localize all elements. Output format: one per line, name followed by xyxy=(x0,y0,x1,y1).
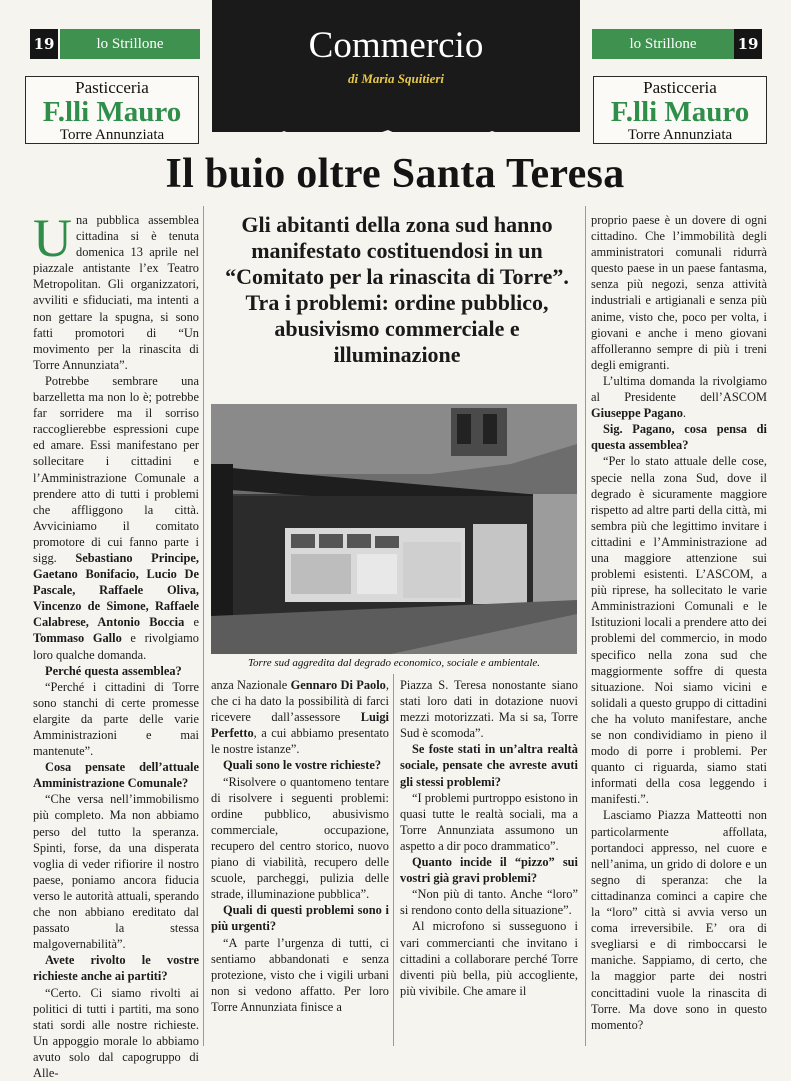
column-rule xyxy=(585,206,586,1046)
article-photo xyxy=(211,404,577,654)
text-fragment: , che ci ha dato la possibilità di farci ricevere dall’assessore xyxy=(211,678,389,724)
paragraph: Potrebbe sembrare una barzelletta ma non lo è; potrebbe far sorridere ma il sorriso raccoglierebbe espressioni cupe ed amare. Essi manifestano per sollecitare i cittadini e l’Amministrazione Comunale a prendere atto di tutti i problemi che affliggono la città. Avviciniamo il comitato promotore di cui fanno parte i sigg. xyxy=(33,374,199,565)
subheadline: Gli abitanti della zona sud hanno manifestato costituendosi in un “Comitato per la rinascita di Torre”. Tra i problemi: ordine pubblico, abusivismo commerciale e illuminazione xyxy=(210,212,584,368)
text-fragment: e rivolgiamo loro qualche domanda. xyxy=(33,631,199,661)
committee-names: Sebastiano Principe, Gaetano Bonifacio, Lucio De Pascale, Raffaele Oliva, Vincenzo de Simone, Raffaele Calabrese, Antonio Boccia xyxy=(33,551,199,629)
page-number-right: 19 xyxy=(734,29,762,59)
headline: Il buio oltre Santa Teresa xyxy=(30,150,760,202)
advert-line3: Torre Annunziata xyxy=(26,127,198,143)
article-column-4 xyxy=(591,212,767,1044)
advert-line1: Pasticceria xyxy=(26,78,198,97)
advert-line3: Torre Annunziata xyxy=(594,127,766,143)
section-banner xyxy=(212,0,580,132)
advert-right xyxy=(593,76,767,144)
banner-author: di Maria Squitieri xyxy=(212,71,580,87)
text-fragment: L’ultima domanda la rivolgiamo al Presidente dell’ASCOM xyxy=(591,374,767,404)
text-fragment: , a cui abbiamo presentato le nostre istanze”. xyxy=(211,726,389,756)
answer-continued: Piazza S. Teresa nonostante siano stati loro dati in dotazione nuovi mezzi motorizzati. Ma si sa, Torre Sud è scomoda”. xyxy=(400,677,578,741)
answer: “I problemi purtroppo esistono in quasi tutte le realtà sociali, ma a Torre Annunziata assumono un aspetto a dir poco drammatico”. xyxy=(400,790,578,854)
answer: “Non più di tanto. Anche “loro” si rendono conto della situazione”. xyxy=(400,886,578,918)
section-name-right: lo Strillone xyxy=(592,29,734,59)
advert-line2: F.lli Mauro xyxy=(26,97,198,127)
answer: “Perché i cittadini di Torre sono stanchi di certe promesse elargite da parte delle varie Amministrazioni e mai mantenute”. xyxy=(33,679,199,759)
intro-paragraph: na pubblica assemblea cittadina si è tenuta domenica 13 aprile nel piazzale antistante l’ex Teatro Metropolitan. Gli organizzatori, avviliti e sfiduciati, ma intenti a non gettare la spugna, si sono fatti promotori di “Un movimento per la rinascita di Torre Annunziata”. xyxy=(33,213,199,372)
answer: “Risolvere o quantomeno tentare di risolvere i seguenti problemi: ordine pubblico, abusivismo commerciale, occupazione, recupero del centro storico, nuovo piano di viabilità, recupero delle scuole, parcheggi, pulizia delle strade, illuminazione pubblica”. xyxy=(211,774,389,903)
column-rule xyxy=(203,206,204,1046)
committee-name-last: Tommaso Gallo xyxy=(33,631,122,645)
article-column-1 xyxy=(33,212,199,1042)
article-column-2 xyxy=(211,677,389,1043)
question: Se foste stati in un’altra realtà sociale, pensate che avreste avuti gli stessi problemi? xyxy=(400,741,578,789)
banner-title: Commercio xyxy=(212,24,580,68)
answer: “A parte l’urgenza di tutti, ci sentiamo abbandonati e senza protezione, visto che i vigili urbani non si vedono affatto. Per loro Torre Annunziata finisce a xyxy=(211,935,389,1015)
street-scene xyxy=(211,404,577,654)
paragraph: Al microfono si susseguono i vari commercianti che invitano i cittadini a collaborare perché Torre diventi più bella, più accogliente, più vivibile. Che amare il xyxy=(400,918,578,998)
advert-line1: Pasticceria xyxy=(594,78,766,97)
answer: “Certo. Ci siamo rivolti ai politici di tutti i partiti, ma sono stati sordi alle nostre richieste. Un appoggio morale lo abbiamo avuto solo dal capogruppo di Alle- xyxy=(33,985,199,1081)
photo-caption: Torre sud aggredita dal degrado economico, sociale e ambientale. xyxy=(211,657,577,669)
article-column-3 xyxy=(400,677,578,1043)
question: Sig. Pagano, cosa pensa di questa assemblea? xyxy=(591,421,767,453)
ascom-president-name: Giuseppe Pagano xyxy=(591,406,683,420)
person-name: Gennaro Di Paolo xyxy=(291,678,386,692)
answer: “Che versa nell’immobilismo più completo. Ma non abbiamo perso del tutto la speranza. Spinti, forse, da una disperata voglia di veder rifiorire il nostro paese, poniamo ancora fiducia verso le autorità attuali, sperando che non abbiano ereditato dal passato la stessa malgovernabilità”. xyxy=(33,791,199,952)
text-fragment: e xyxy=(184,615,199,629)
section-name-left: lo Strillone xyxy=(60,29,200,59)
text-fragment: . xyxy=(683,406,686,420)
question: Quali sono le vostre richieste? xyxy=(211,757,389,773)
question: Perché questa assemblea? xyxy=(33,663,199,679)
paragraph-continued: proprio paese è un dovere di ogni cittadino. Che l’immobilità degli amministratori comunali ridurrà questo paese in un paese fantasma, senza più negozi, senza attività industriali e artigianali e senza più anime, visto che, poco per volta, i giovani e anche i meno giovani affolleranno sempre di più i treni degli emigranti. xyxy=(591,212,767,373)
question: Quanto incide il “pizzo” sui vostri già gravi problemi? xyxy=(400,854,578,886)
advert-line2: F.lli Mauro xyxy=(594,97,766,127)
column-rule xyxy=(393,674,394,1046)
drop-cap: U xyxy=(33,216,72,260)
page-number-left: 19 xyxy=(30,29,58,59)
person-name: Luigi Perfetto xyxy=(211,710,389,740)
question: Cosa pensate dell’attuale Amministrazione Comunale? xyxy=(33,759,199,791)
closing-paragraph: Lasciamo Piazza Matteotti non particolarmente affollata, portandoci appresso, nel cuore e nell’anima, un grido di dolore e un segno di speranza: che la cittadinanza cominci a capire che la “loro” città si avvia verso un coma irreversibile. E’ ora di svegliarsi e di rimboccarsi le maniche. Sappiamo, di certo, che la maggior parte dei nostri concittadini vuole la rinascita di Torre. Ma dove sono in questo momento? xyxy=(591,807,767,1032)
answer: “Per lo stato attuale delle cose, specie nella zona Sud, dove il degrado è sicuramente maggiore rispetto ad altre parti della città, mi sembra più che legittimo invitare i cittadini e l’Amministrazione ad una maggiore attenzione sui problemi esistenti. L’ASCOM, a più riprese, ha sollecitato le varie Amministrazioni Comunali e le Istituzioni locali a prendere atto dei problemi del commercio, in modo specifico nella zona sud che maggiormente soffre di questa situazione. Noi siamo vicini e solidali a questo gruppo di cittadini che ha voluto manifestare, anche se non condividiamo in pieno il modo di porre i problemi. Per quanto ci riguarda, siamo stati informati della cosa leggendo i manifesti.”. xyxy=(591,453,767,807)
advert-left xyxy=(25,76,199,144)
torn-edge xyxy=(212,120,580,150)
question: Quali di questi problemi sono i più urgenti? xyxy=(211,902,389,934)
text-fragment: anza Nazionale xyxy=(211,678,291,692)
question: Avete rivolto le vostre richieste anche ai partiti? xyxy=(33,952,199,984)
